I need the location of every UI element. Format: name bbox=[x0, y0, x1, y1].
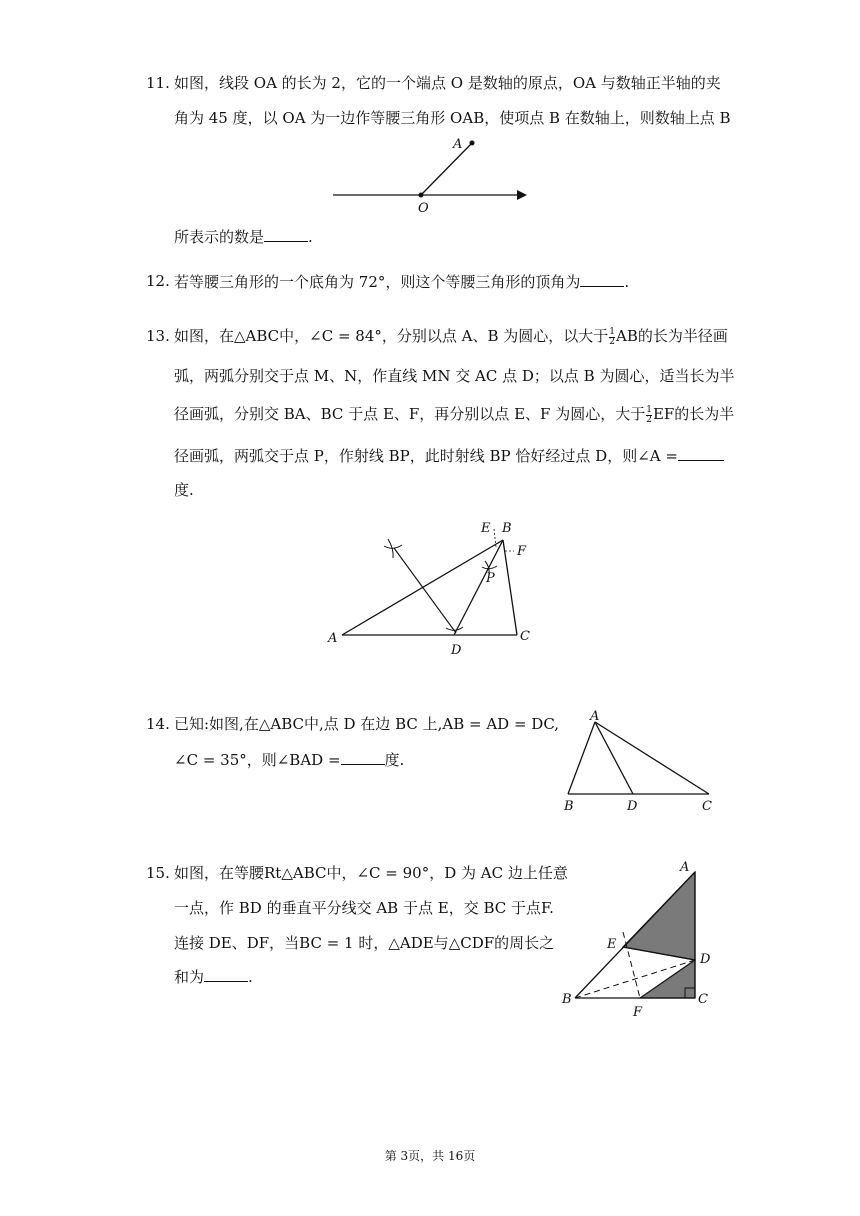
point-label: P bbox=[486, 571, 495, 586]
question-end: . bbox=[624, 273, 630, 291]
point-label: A bbox=[680, 860, 690, 875]
point-label: B bbox=[502, 521, 512, 536]
question-text-line: 弧，两弧分别交于点 M、N，作直线 MN 交 AC 点 D；以点 B 为圆心，适当长为半 bbox=[174, 367, 735, 385]
question-text: AB的长为半径画 bbox=[616, 327, 728, 345]
question-number: 13. bbox=[146, 327, 170, 345]
question-number: 12. bbox=[146, 272, 170, 290]
point-label: A bbox=[328, 631, 338, 646]
question-text-line: 如图，线段 OA 的长为 2，它的一个端点 O 是数轴的原点，OA 与数轴正半轴的夹 bbox=[174, 74, 721, 92]
question-end: . bbox=[248, 968, 253, 986]
point-label: A bbox=[453, 137, 463, 152]
question-text-line: 连接 DE、DF，当BC = 1 时，△ADE与△CDF的周长之 bbox=[174, 934, 555, 952]
question-text-line: 已知:如图,在△ABC中,点 D 在边 BC 上,AB = AD = DC, bbox=[174, 715, 560, 733]
question-text-line: 一点，作 BD 的垂直平分线交 AB 于点 E，交 BC 于点F. bbox=[174, 899, 554, 917]
question-text: 所表示的数是 bbox=[174, 228, 265, 246]
question-number: 14. bbox=[146, 715, 170, 733]
question-text-line: 度. bbox=[174, 481, 194, 499]
question-text-line: 角为 45 度，以 OA 为一边作等腰三角形 OAB，使项点 B 在数轴上，则数轴上点 B bbox=[174, 109, 731, 127]
point-label: B bbox=[564, 799, 574, 814]
question-text: 若等腰三角形的一个底角为 72°，则这个等腰三角形的顶角为 bbox=[174, 273, 581, 291]
fraction: $\frac{1}{2}$ bbox=[609, 326, 616, 347]
question-number: 11. bbox=[146, 74, 170, 92]
question-text: 径画弧，分别交 BA、BC 于点 E、F，再分别以点 E、F 为圆心，大于 bbox=[174, 405, 646, 423]
point-label: E bbox=[481, 521, 491, 536]
point-label: D bbox=[627, 799, 638, 814]
point-label: A bbox=[590, 709, 600, 724]
question-end: 度. bbox=[384, 751, 405, 769]
point-label: O bbox=[418, 201, 429, 216]
point-label: E bbox=[607, 937, 617, 952]
question-text-line: 如图，在等腰Rt△ABC中，∠C = 90°，D 为 AC 边上任意 bbox=[174, 864, 568, 882]
question-number: 15. bbox=[146, 864, 170, 882]
question-end: . bbox=[308, 228, 313, 246]
point-label: F bbox=[633, 1005, 643, 1020]
question-text: EF的长为半 bbox=[652, 405, 735, 423]
question-text: 和为 bbox=[174, 968, 205, 986]
point-label: C bbox=[698, 992, 708, 1007]
point-label: F bbox=[517, 544, 527, 559]
page-footer: 第 3页，共 16页 bbox=[384, 1149, 476, 1163]
fraction: $\frac{1}{2}$ bbox=[646, 404, 652, 425]
point-label: D bbox=[451, 643, 462, 658]
point-label: C bbox=[520, 629, 530, 644]
point-label: D bbox=[700, 952, 711, 967]
question-text: 径画弧，两弧交于点 P，作射线 BP，此时射线 BP 恰好经过点 D，则∠A = bbox=[174, 447, 678, 465]
question-text: ∠C = 35°，则∠BAD = bbox=[174, 751, 341, 769]
question-text: 如图，在△ABC中，∠C = 84°，分别以点 A、B 为圆心，以大于 bbox=[174, 327, 609, 345]
point-label: C bbox=[702, 799, 712, 814]
point-label: B bbox=[562, 992, 572, 1007]
